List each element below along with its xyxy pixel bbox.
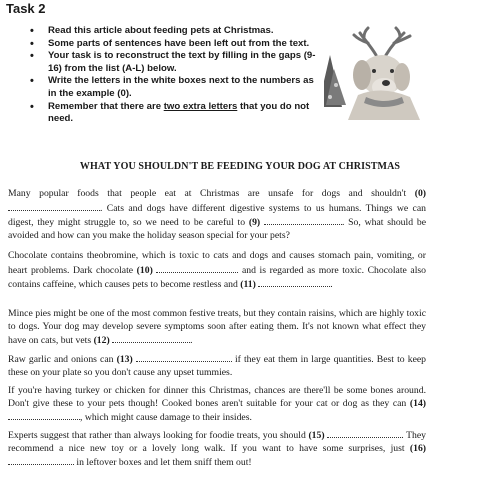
- gap-number-16: (16): [409, 442, 427, 454]
- gap-number-11: (11): [240, 279, 256, 290]
- gap-0-field: [8, 201, 100, 211]
- article-paragraph-1: [8, 188, 426, 242]
- instruction-item: • Some parts of sentences have been left out from the text.: [30, 38, 320, 51]
- article-title: WHAT YOU SHOULDN'T BE FEEDING YOUR DOG AT CHRISTMAS: [79, 161, 401, 172]
- article-paragraph-4: [8, 352, 426, 379]
- instruction-text: Remember that there are: [48, 100, 164, 112]
- gap-14-field[interactable]: [8, 410, 80, 420]
- paragraph-text: and is regarded as more toxic. Chocolate also contains caffeine, which causes pets to become restless and: [8, 264, 427, 290]
- instruction-item: • Your task is to reconstruct the text by filling in the gaps (9-16) from the list (A-L) below.: [30, 50, 320, 75]
- instruction-item: • Write the letters in the white boxes next to the numbers as in the example (0).: [30, 75, 320, 100]
- paragraph-text: if they eat them in large quantities. Best to keep these on your plate so you don't cause any upset tummies.: [8, 354, 427, 378]
- paragraph-text: .: [330, 279, 333, 290]
- gap-9-field[interactable]: [264, 215, 342, 225]
- gap-11-field[interactable]: [258, 277, 330, 287]
- gap-number-14: (14): [409, 397, 427, 409]
- instruction-text: that you do not need.: [48, 100, 310, 125]
- task-title: Task 2: [6, 1, 46, 16]
- gap-number-12: (12): [93, 335, 110, 346]
- paragraph-text: . Cats and dogs have different digestive systems to us humans. Things we can digest, they might struggle to, so we need to be careful to: [8, 202, 426, 228]
- paragraph-text: Chocolate contains theobromine, which is toxic to cats and dogs and causes stomach pain, vomiting, or heart problems. Dark chocolate: [8, 250, 426, 276]
- gap-number-10: (10): [136, 264, 153, 276]
- gap-10-field[interactable]: [156, 263, 238, 273]
- gap-15-field[interactable]: [327, 428, 401, 438]
- gap-number-9: (9): [248, 217, 261, 228]
- instruction-item: • Read this article about feeding pets at Christmas.: [30, 25, 320, 38]
- dog-with-antlers-photo: [324, 25, 424, 120]
- instructions-list: [30, 25, 320, 126]
- gap-12-field[interactable]: [112, 333, 190, 343]
- paragraph-text: If you're having turkey or chicken for dinner this Christmas, chances are there'll be some bones around. Don't give these to your pets though! Cooked bones aren't suitable for your cat or dog as they can: [8, 385, 426, 409]
- article-paragraph-5: [8, 385, 426, 425]
- paragraph-text: . They recommend a nice new toy or a lovely long walk. If you want to have some surprises, just: [8, 430, 427, 454]
- instruction-item: [30, 101, 320, 126]
- instruction-underlined: two extra letters: [163, 100, 238, 112]
- paragraph-text: .: [190, 335, 193, 346]
- gap-number-15: (15): [308, 430, 325, 441]
- paragraph-text: Mince pies might be one of the most common festive treats, but they contain raisins, which are highly toxic to dogs. Your dog may develop severe symptoms soon after eating them. It's not known what effect they have on cats, but vets: [8, 308, 426, 346]
- paragraph-text: Many popular foods that people eat at Christmas are unsafe for dogs and shouldn't: [8, 188, 407, 199]
- paragraph-text: . So, what should be avoided and how can you make the holiday season special for your pets?: [8, 217, 427, 241]
- article-paragraph-3: [8, 308, 426, 348]
- gap-16-field[interactable]: [8, 455, 74, 465]
- paragraph-text: Raw garlic and onions can: [8, 354, 114, 365]
- article-paragraph-2: [8, 250, 426, 292]
- gap-number-13: (13): [116, 354, 133, 365]
- gap-13-field[interactable]: [136, 352, 232, 362]
- gap-number-0: (0): [414, 188, 427, 199]
- article-paragraph-6: [8, 428, 426, 470]
- paragraph-text: in leftover boxes and let them sniff them out!: [76, 457, 252, 468]
- paragraph-text: , which might cause damage to their insides.: [80, 412, 252, 423]
- paragraph-text: Experts suggest that rather than always looking for foodie treats, you should: [8, 430, 306, 441]
